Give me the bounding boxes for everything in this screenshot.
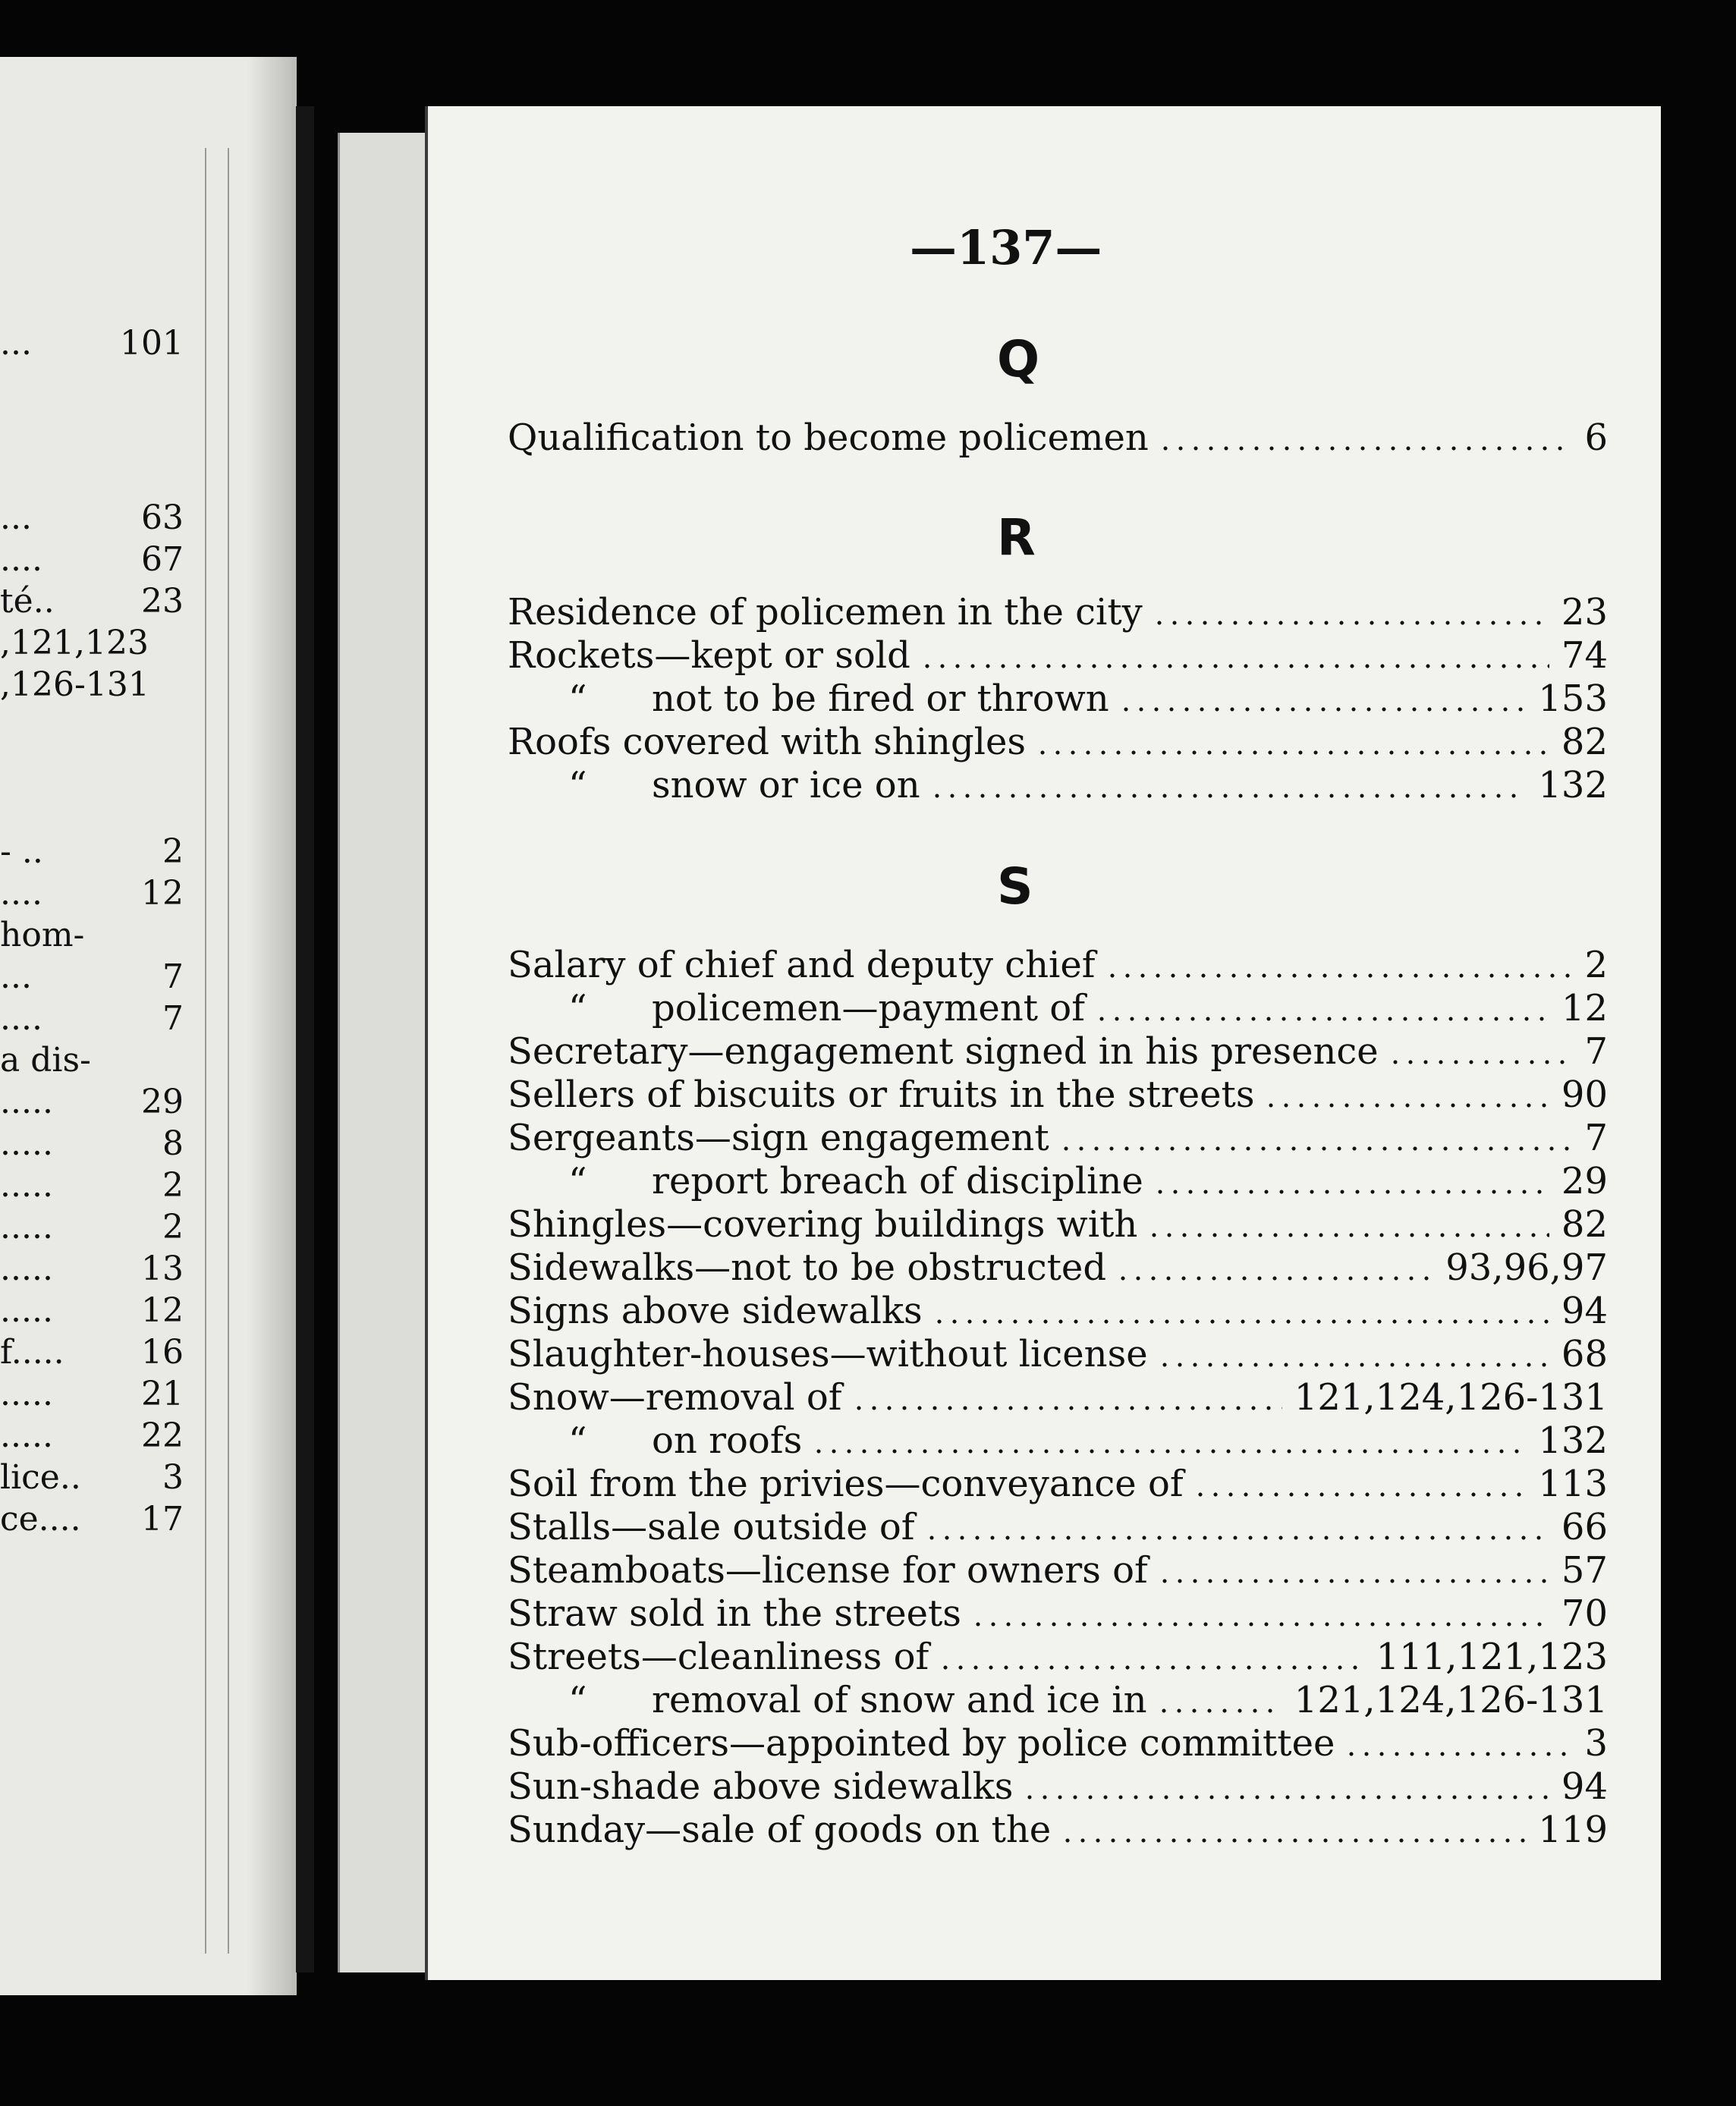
leader-dots [1344,1752,1572,1756]
leader-dots [1105,973,1572,978]
index-entry [508,1766,1608,1807]
leader-dots [811,1449,1526,1454]
left-index-line [0,832,190,871]
entry-text: Signs above sidewalks [508,1290,923,1332]
entry-text: Qualification to become policemen [508,416,1149,459]
left-index-line [0,626,190,661]
index-entry [508,1723,1608,1764]
leader-dots [1094,1017,1549,1021]
left-line-page: 3 [162,1458,184,1497]
left-line-text: ..... [0,1124,53,1163]
entry-page: 119 [1538,1809,1608,1851]
ditto-mark: “ [568,987,587,1029]
entry-text: Sergeants—sign engagement [508,1117,1049,1159]
left-line-page: 67 [141,540,184,579]
entry-text: Salary of chief and deputy chief [508,944,1096,986]
index-entry [568,1680,1608,1721]
left-line-text: ..... [0,1166,53,1205]
entry-text: Sidewalks—not to be obstructed [508,1246,1107,1289]
entry-page: 2 [1584,944,1608,986]
left-line-page: 13 [141,1249,184,1288]
left-line-text: ce.... [0,1500,81,1539]
left-page [0,57,297,1995]
book-gutter [296,106,314,1972]
entry-text: Slaughter-houses—without license [508,1333,1148,1375]
left-line-text: ..... [0,1291,53,1330]
left-index-line [0,918,190,953]
entry-text: Shingles—covering buildings with [508,1203,1138,1246]
index-entry [508,721,1608,762]
entry-page: 68 [1561,1333,1608,1375]
entry-text: Sellers of biscuits or fruits in the streets [508,1073,1255,1116]
left-line-page: 8 [162,1124,184,1163]
index-entry [508,1031,1608,1072]
entry-text: not to be fired or thrown [652,677,1109,720]
leader-dots [851,1406,1282,1410]
page-edge-strip [338,133,434,1972]
leader-dots [1157,1579,1549,1583]
entry-text: Soil from the privies—conveyance of [508,1463,1184,1505]
index-entry [508,1117,1608,1158]
left-line-page: 22 [141,1416,184,1455]
left-line-page: 29 [141,1083,184,1121]
entry-text: Roofs covered with shingles [508,721,1027,763]
index-entry [508,592,1608,633]
section-letter-r: R [997,508,1036,567]
entry-page: 82 [1561,1203,1608,1246]
left-line-page: 23 [141,582,184,621]
leader-dots [970,1622,1549,1627]
index-entry [568,765,1608,806]
left-line-text: .... [0,874,42,913]
leader-dots [920,664,1549,668]
left-line-page: 21 [141,1375,184,1413]
ditto-mark: “ [568,764,587,806]
index-entry [568,988,1608,1029]
left-index-line [0,1460,190,1495]
entry-page: 12 [1561,987,1608,1029]
index-entry [508,1204,1608,1245]
entry-page: 7 [1584,1117,1608,1159]
index-entry [508,1550,1608,1591]
left-index-line [0,1210,190,1245]
ditto-mark: “ [568,1679,587,1721]
left-line-page: 16 [141,1333,184,1372]
entry-page: 113 [1538,1463,1608,1505]
index-entry [508,1593,1608,1634]
entry-page: 111,121,123 [1376,1636,1608,1678]
left-line-text: ..... [0,1416,53,1455]
left-line-page: 7 [162,957,184,996]
index-entry [508,1463,1608,1504]
leader-dots [1158,446,1572,451]
left-index-line [0,665,190,704]
left-line-text: ... [0,498,32,537]
entry-page: 70 [1561,1592,1608,1635]
left-index-line [0,1293,190,1328]
leader-dots [938,1665,1364,1670]
index-entry [508,1377,1608,1418]
left-line-page: 101 [120,324,184,363]
ditto-mark: “ [568,677,587,720]
leader-dots [1115,1276,1433,1281]
left-index-line [0,1124,190,1163]
entry-text: Sunday—sale of goods on the [508,1809,1052,1851]
entry-page: 121,124,126-131 [1294,1376,1608,1419]
entry-page: 121,124,126-131 [1294,1679,1608,1721]
left-index-line [0,584,190,619]
entry-text: Streets—cleanliness of [508,1636,929,1678]
ditto-mark: “ [568,1419,587,1462]
leader-dots [924,1535,1549,1540]
left-index-line [0,1502,190,1537]
left-line-text: ... [0,957,32,996]
entry-page: 7 [1584,1030,1608,1073]
entry-page: 90 [1561,1073,1608,1116]
section-letter-q: Q [997,330,1040,388]
leader-dots [1035,750,1549,755]
entry-page: 153 [1538,677,1608,720]
left-line-text: .... [0,999,42,1038]
right-page [425,106,1661,1980]
left-line-text: f..... [0,1333,64,1372]
index-entry [508,1507,1608,1548]
index-entry [568,1161,1608,1202]
leader-dots [1388,1060,1572,1064]
entry-text: Residence of policemen in the city [508,591,1143,633]
entry-text: on roofs [652,1419,803,1462]
left-index-line [0,957,190,996]
index-entry [508,417,1608,458]
left-line-page: 12 [141,874,184,913]
leader-dots [1263,1103,1549,1108]
leader-dots [1157,1363,1549,1367]
left-line-text: ... [0,324,32,363]
entry-page: 57 [1561,1549,1608,1592]
entry-page: 82 [1561,721,1608,763]
left-index-line [0,1377,190,1412]
left-line-page: 12 [141,1291,184,1330]
entry-text: policemen—payment of [652,987,1085,1029]
left-line-text: .... [0,540,42,579]
entry-page: 93,96,97 [1445,1246,1608,1289]
left-line-text: hom- [0,916,85,954]
entry-page: 132 [1538,1419,1608,1462]
left-index-line [0,326,190,361]
left-line-text: lice.. [0,1458,81,1497]
entry-text: snow or ice on [652,764,920,806]
index-entry [508,635,1608,676]
left-line-text: a dis- [0,1041,91,1080]
entry-text: Snow—removal of [508,1376,842,1419]
entry-page: 132 [1538,764,1608,806]
leader-dots [1118,707,1526,712]
left-index-line [0,876,190,911]
left-line-text: té.. [0,582,55,621]
entry-page: 66 [1561,1506,1608,1548]
left-line-text: ..... [0,1375,53,1413]
index-entry [508,1290,1608,1331]
left-line-page: 2 [162,1208,184,1246]
entry-page: 23 [1561,591,1608,633]
left-index-line [0,1043,190,1078]
left-line-text: ..... [0,1083,53,1121]
left-index-line [0,1335,190,1370]
left-line-page: 2 [162,832,184,871]
entry-text: removal of snow and ice in [652,1679,1147,1721]
leader-dots [929,794,1526,798]
left-index-line [0,1001,190,1036]
left-index-line [0,542,190,577]
left-index-line [0,1416,190,1455]
leader-dots [932,1319,1549,1324]
index-entry [508,1334,1608,1375]
index-entry [568,678,1608,719]
leader-dots [1193,1492,1526,1497]
left-line-page: 63 [141,498,184,537]
entry-text: Stalls—sale outside of [508,1506,915,1548]
page-leaves [205,148,229,1954]
entry-page: 94 [1561,1290,1608,1332]
left-line-text: ,126-131 [0,665,149,704]
index-entry [568,1420,1608,1461]
section-letter-s: S [997,857,1033,916]
index-entry [508,1809,1608,1850]
page-number: —137— [910,220,1102,275]
leader-dots [1156,1708,1282,1713]
leader-dots [1022,1795,1549,1800]
left-line-text: ..... [0,1208,53,1246]
entry-text: report breach of discipline [652,1160,1143,1202]
entry-text: Sub-officers—appointed by police committee [508,1722,1335,1765]
entry-text: Rockets—kept or sold [508,634,910,677]
entry-text: Secretary—engagement signed in his presence [508,1030,1379,1073]
entry-text: Sun-shade above sidewalks [508,1765,1014,1808]
leader-dots [1146,1233,1549,1237]
ditto-mark: “ [568,1160,587,1202]
entry-text: Steamboats—license for owners of [508,1549,1148,1592]
entry-page: 29 [1561,1160,1608,1202]
leader-dots [1153,1190,1549,1194]
left-line-page: 2 [162,1166,184,1205]
entry-page: 3 [1584,1722,1608,1765]
left-line-text: - .. [0,832,43,871]
leader-dots [1058,1146,1572,1151]
index-entry [508,1636,1608,1677]
leader-dots [1152,621,1549,625]
entry-text: Straw sold in the streets [508,1592,961,1635]
entry-page: 94 [1561,1765,1608,1808]
left-index-line [0,1085,190,1120]
entry-page: 74 [1561,634,1608,677]
left-index-line [0,1168,190,1203]
index-entry [508,1074,1608,1115]
left-line-page: 7 [162,999,184,1038]
left-line-text: ,121,123 [0,624,149,662]
left-line-page: 17 [141,1500,184,1539]
left-line-text: ..... [0,1249,53,1288]
index-entry [508,1247,1608,1288]
leader-dots [1060,1838,1526,1843]
entry-page: 6 [1584,416,1608,459]
index-entry [508,945,1608,985]
left-index-line [0,1249,190,1288]
left-index-line [0,498,190,537]
